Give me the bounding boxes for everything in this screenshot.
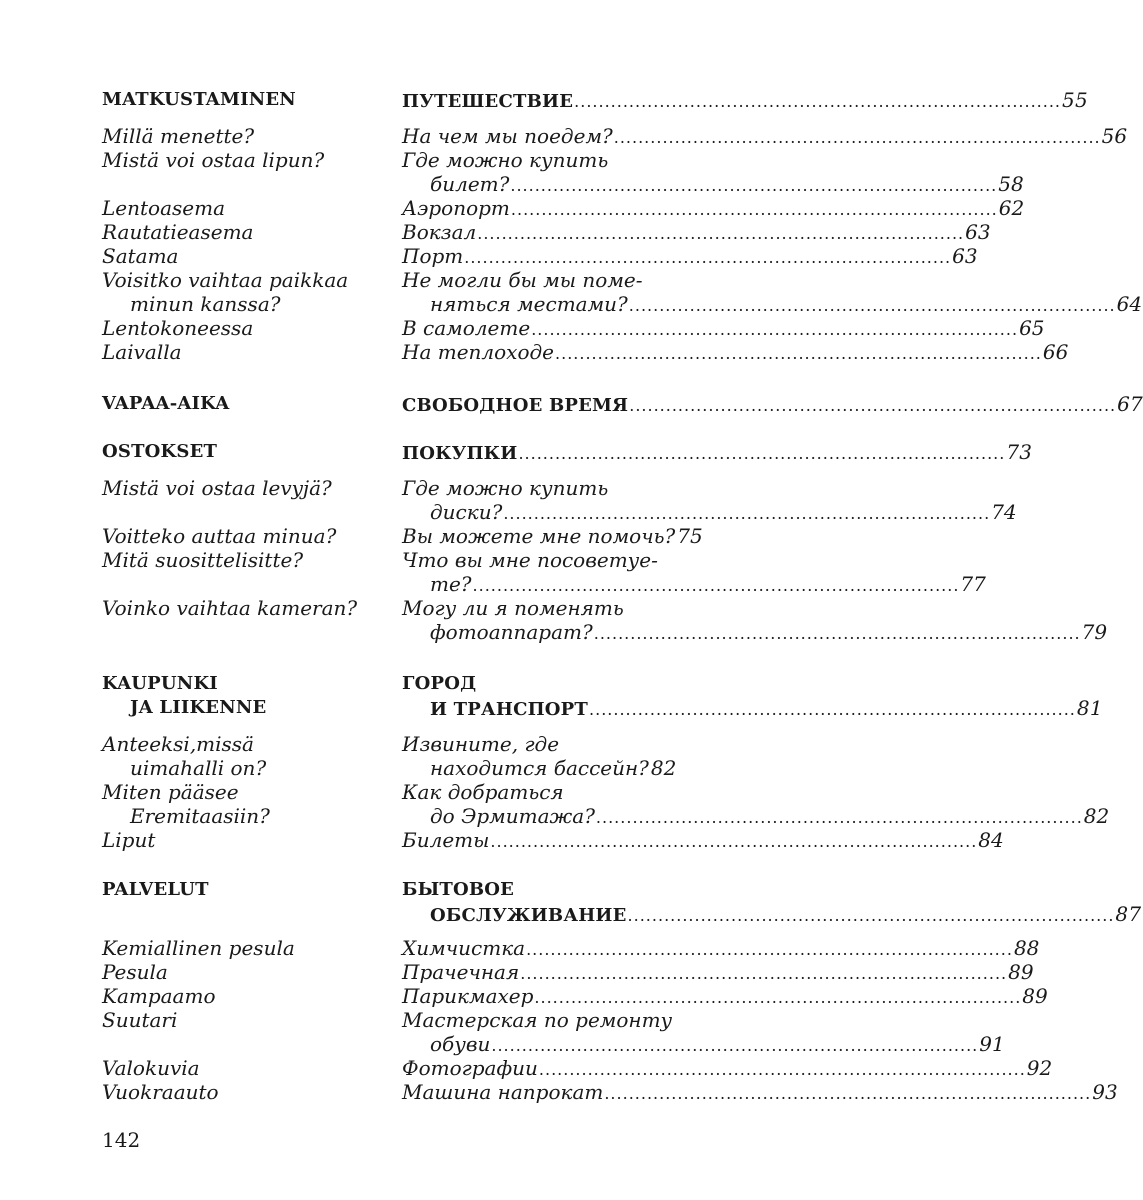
left-section-heading — [102, 440, 382, 464]
right-entry-text: Что вы мне посоветуе- — [402, 548, 658, 572]
dot-leader: ................................................................................ — [555, 344, 1042, 363]
page-number: 142 — [102, 1128, 141, 1152]
left-entry-text: uimahalli on? — [130, 756, 267, 780]
left-entry — [102, 524, 382, 548]
right-entry — [402, 1032, 1005, 1056]
right-entry-text: На чем мы поедем? — [402, 124, 613, 148]
toc-page-number: 64 — [1116, 292, 1143, 316]
right-entry-text: Вокзал — [402, 220, 477, 244]
right-entry-text: Прачечная — [402, 960, 520, 984]
left-entry-text: Voisitko vaihtaa paikkaa — [102, 268, 349, 292]
toc-page-number: 84 — [978, 828, 1004, 852]
right-entry — [402, 1080, 1118, 1104]
left-entry-text: Eremitaasiin? — [130, 804, 270, 828]
toc-page-number: 63 — [952, 244, 978, 268]
right-entry-text: Фотографии — [402, 1056, 538, 1080]
right-entry-text: Машина напрокат — [402, 1080, 604, 1104]
left-entry-text: minun kanssa? — [130, 292, 281, 316]
right-section-heading — [402, 392, 1143, 416]
right-entry — [402, 756, 677, 780]
left-entry-text: Millä menette? — [102, 124, 255, 148]
right-entry-text: те? — [430, 572, 472, 596]
left-section-heading — [102, 696, 382, 720]
left-entry-text: Satama — [102, 244, 179, 268]
toc-page-number: 89 — [1008, 960, 1034, 984]
left-heading-text: VAPAA-AIKA — [102, 393, 230, 414]
dot-leader: ................................................................................ — [520, 964, 1008, 983]
left-entry-text: Miten pääsee — [102, 780, 239, 804]
dot-leader: ................................................................................ — [593, 624, 1081, 643]
toc-page-number: 89 — [1022, 984, 1048, 1008]
toc-page-number: 91 — [979, 1032, 1005, 1056]
right-entry — [402, 828, 1004, 852]
left-heading-text: OSTOKSET — [102, 441, 218, 462]
right-entry — [402, 732, 674, 756]
right-entry — [402, 148, 674, 172]
right-entry — [402, 220, 991, 244]
left-section-heading — [102, 878, 382, 902]
dot-leader: ................................................................................ — [510, 176, 998, 195]
right-entry — [402, 244, 978, 268]
left-entry-text: Voinko vaihtaa kameran? — [102, 596, 358, 620]
right-heading-text: ПУТЕШЕСТВИЕ — [402, 91, 574, 112]
right-heading-text: ГОРОД — [402, 673, 477, 694]
toc-page-number: 56 — [1101, 124, 1128, 148]
right-entry — [402, 124, 1128, 148]
dot-leader: ................................................................................ — [490, 832, 978, 851]
left-entry — [102, 1080, 382, 1104]
right-entry-text: На теплоходе — [402, 340, 555, 364]
dot-leader: ................................................................................ — [472, 576, 960, 595]
toc-page-number: 63 — [965, 220, 991, 244]
right-entry-text: В самолете — [402, 316, 531, 340]
left-entry-text: Suutari — [102, 1008, 178, 1032]
toc-page-number: 55 — [1062, 88, 1088, 112]
right-entry — [402, 476, 674, 500]
right-entry — [402, 620, 1108, 644]
right-entry — [402, 500, 1017, 524]
dot-leader: ................................................................................ — [491, 1036, 979, 1055]
right-entry-text: Могу ли я поменять — [402, 596, 624, 620]
right-entry-text: билет? — [430, 172, 510, 196]
toc-page-number: 82 — [1083, 804, 1110, 828]
left-entry — [102, 780, 382, 804]
dot-leader: ................................................................................ — [628, 296, 1116, 315]
right-entry-text: Парикмахер — [402, 984, 534, 1008]
toc-page-number: 75 — [677, 524, 703, 548]
dot-leader: ................................................................................ — [477, 224, 965, 243]
left-entry-text: Mitä suosittelisitte? — [102, 548, 304, 572]
dot-leader: ................................................................................ — [589, 700, 1076, 719]
right-entry-text: Извините, где — [402, 732, 560, 756]
toc-page-number: 77 — [960, 572, 986, 596]
right-entry — [402, 572, 986, 596]
right-entry-text: Мастерская по ремонту — [402, 1008, 673, 1032]
left-entry-text: Kemiallinen pesula — [102, 936, 295, 960]
left-entry-text: Laivalla — [102, 340, 182, 364]
right-entry-text: Где можно купить — [402, 476, 609, 500]
left-section-heading — [102, 672, 382, 696]
left-entry-text: Voitteko auttaa minua? — [102, 524, 337, 548]
right-entry — [402, 984, 1048, 1008]
left-entry-text: Mistä voi ostaa lipun? — [102, 148, 325, 172]
right-entry — [402, 780, 674, 804]
right-entry — [402, 292, 1143, 316]
right-entry-text: диски? — [430, 500, 503, 524]
right-entry — [402, 804, 1110, 828]
dot-leader: ................................................................................ — [503, 504, 991, 523]
right-entry-text: Вы можете мне помочь? — [402, 524, 676, 548]
left-heading-text: PALVELUT — [102, 879, 209, 900]
right-heading-text: И ТРАНСПОРТ — [430, 699, 589, 720]
right-section-heading — [402, 902, 1142, 926]
toc-page-number: 65 — [1019, 316, 1045, 340]
right-entry-text: Где можно купить — [402, 148, 609, 172]
left-entry — [102, 244, 382, 268]
toc-page-number: 66 — [1042, 340, 1069, 364]
right-entry — [402, 596, 674, 620]
left-entry — [102, 316, 382, 340]
left-entry — [102, 268, 382, 292]
toc-page-number: 88 — [1013, 936, 1040, 960]
dot-leader: ................................................................................ — [613, 128, 1101, 147]
dot-leader: ................................................................................ — [627, 906, 1115, 925]
right-entry-text: Порт — [402, 244, 464, 268]
left-entry — [102, 292, 382, 316]
right-section-heading — [402, 440, 1033, 464]
right-heading-text: ПОКУПКИ — [402, 443, 518, 464]
toc-page-number: 74 — [991, 500, 1017, 524]
right-heading-text: ОБСЛУЖИВАНИЕ — [430, 905, 627, 926]
right-entry — [402, 1008, 674, 1032]
toc-page-number: 58 — [998, 172, 1024, 196]
left-entry-text: Liput — [102, 828, 156, 852]
dot-leader: ................................................................................ — [534, 988, 1022, 1007]
left-entry — [102, 340, 382, 364]
dot-leader: ................................................................................ — [464, 248, 952, 267]
left-entry — [102, 124, 382, 148]
left-heading-text: JA LIIKENNE — [130, 697, 267, 718]
toc-page-number: 87 — [1115, 902, 1142, 926]
left-entry-text: Anteeksi,missä — [102, 732, 254, 756]
right-entry-text: обуви — [430, 1032, 491, 1056]
toc-page-number: 81 — [1076, 696, 1103, 720]
left-entry-text: Kampaamo — [102, 984, 216, 1008]
left-entry — [102, 984, 382, 1008]
dot-leader: ................................................................................ — [604, 1084, 1092, 1103]
toc-page-number: 93 — [1092, 1080, 1118, 1104]
left-entry — [102, 476, 382, 500]
left-entry — [102, 804, 382, 828]
left-heading-text: MATKUSTAMINEN — [102, 89, 296, 110]
right-section-heading — [402, 696, 1103, 720]
right-entry — [402, 936, 1040, 960]
left-entry — [102, 1008, 382, 1032]
right-entry-text: до Эрмитажа? — [430, 804, 595, 828]
right-entry — [402, 960, 1034, 984]
left-entry-text: Lentokoneessa — [102, 316, 254, 340]
left-entry — [102, 936, 382, 960]
dot-leader: ................................................................................ — [629, 396, 1117, 415]
right-heading-text: СВОБОДНОЕ ВРЕМЯ — [402, 395, 629, 416]
left-entry — [102, 756, 382, 780]
left-entry — [102, 1056, 382, 1080]
right-heading-text: БЫТОВОЕ — [402, 879, 515, 900]
toc-page-number: 62 — [998, 196, 1025, 220]
right-entry-text: Аэропорт — [402, 196, 510, 220]
left-section-heading — [102, 88, 382, 112]
toc-page-number: 82 — [650, 756, 677, 780]
right-entry-text: находится бассейн? — [430, 756, 649, 780]
right-entry — [402, 1056, 1053, 1080]
left-entry-text: Lentoasema — [102, 196, 225, 220]
right-entry — [402, 340, 1069, 364]
left-entry — [102, 960, 382, 984]
right-entry-text: Как добраться — [402, 780, 564, 804]
left-entry — [102, 732, 382, 756]
left-entry-text: Valokuvia — [102, 1056, 200, 1080]
right-entry — [402, 196, 1025, 220]
toc-page-number: 79 — [1081, 620, 1108, 644]
right-section-heading — [402, 672, 674, 696]
left-section-heading — [102, 392, 382, 416]
toc-page-number: 73 — [1006, 440, 1033, 464]
right-entry-text: Химчистка — [402, 936, 526, 960]
left-entry — [102, 548, 382, 572]
right-entry-text: фотоаппарат? — [430, 620, 593, 644]
left-entry-text: Mistä voi ostaa levyjä? — [102, 476, 332, 500]
left-entry — [102, 196, 382, 220]
left-entry-text: Vuokraauto — [102, 1080, 219, 1104]
left-entry-text: Rautatieasema — [102, 220, 254, 244]
dot-leader: ................................................................................ — [531, 320, 1019, 339]
right-section-heading — [402, 88, 1088, 112]
right-section-heading — [402, 878, 674, 902]
right-entry — [402, 268, 674, 292]
dot-leader: ................................................................................ — [538, 1060, 1026, 1079]
right-entry-text: няться местами? — [430, 292, 628, 316]
right-entry-text: Билеты — [402, 828, 490, 852]
right-entry-text: Не могли бы мы поме- — [402, 268, 643, 292]
left-entry-text: Pesula — [102, 960, 168, 984]
dot-leader: ................................................................................ — [574, 92, 1062, 111]
left-entry — [102, 148, 382, 172]
dot-leader: ................................................................................ — [526, 940, 1013, 959]
toc-page-number: 92 — [1026, 1056, 1053, 1080]
toc-page-number: 67 — [1117, 392, 1143, 416]
right-entry — [402, 316, 1045, 340]
right-entry — [402, 172, 1024, 196]
dot-leader: ................................................................................ — [595, 808, 1083, 827]
left-entry — [102, 828, 382, 852]
dot-leader: ................................................................................ — [510, 200, 998, 219]
left-entry — [102, 220, 382, 244]
left-entry — [102, 596, 382, 620]
dot-leader: ................................................................................ — [518, 444, 1006, 463]
right-entry — [402, 548, 674, 572]
left-heading-text: KAUPUNKI — [102, 673, 218, 694]
right-entry — [402, 524, 703, 548]
